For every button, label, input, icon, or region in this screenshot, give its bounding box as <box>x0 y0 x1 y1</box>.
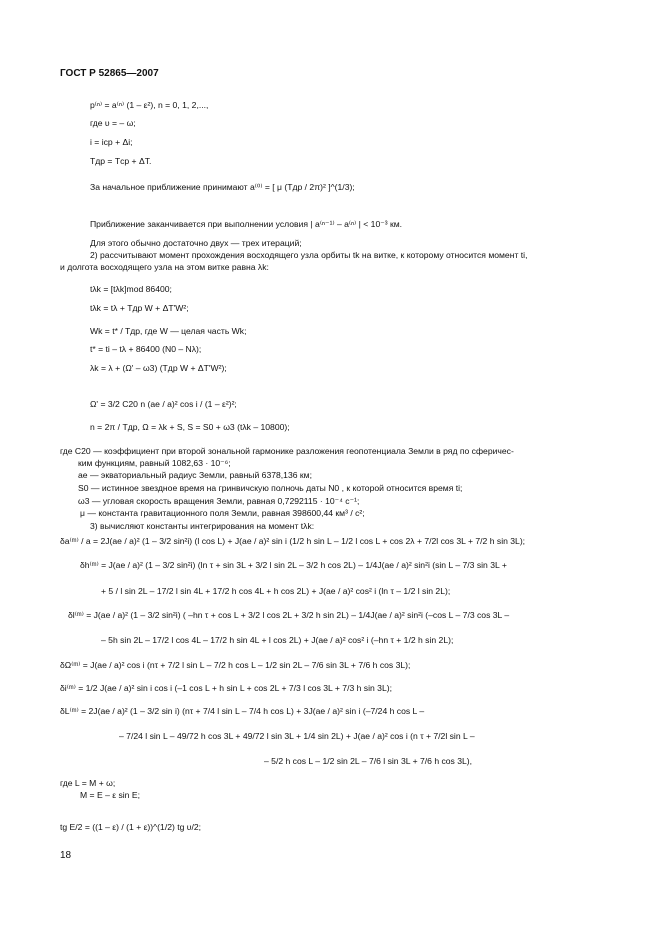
formula-line: p⁽ⁿ⁾ = a⁽ⁿ⁾ (1 – ε²), n = 0, 1, 2,..., <box>90 100 209 110</box>
formula-line: λk = λ + (Ω' – ω3) (Tдр W + ΔT'W²); <box>90 363 227 373</box>
formula-line: – 7/24 l sin L – 49/72 h cos 3L + 49/72 l sin 3L + 1/4 sin 2L) + J(ae / a)² cos i (n τ + 7/2l sin L – <box>119 731 475 741</box>
formula-line: Приближение заканчивается при выполнении условия | a⁽ⁿ⁻¹⁾ – a⁽ⁿ⁾ | < 10⁻³ км. <box>90 219 403 229</box>
formula-line: n = 2π / Tдр, Ω = λk + S, S = S0 + ω3 (tλk – 10800); <box>90 422 290 432</box>
formula-line: Wk = t* / Tдр, где W — целая часть Wk; <box>90 326 247 336</box>
text-line: Для этого обычно достаточно двух — трех итераций; <box>90 238 302 248</box>
formula-line: – 5/2 h cos L – 1/2 sin 2L – 7/6 l sin 3L + 7/6 h cos 3L), <box>264 756 473 766</box>
formula-line: tg E/2 = ((1 – ε) / (1 + ε))^(1/2) tg υ/2; <box>60 822 202 832</box>
formula-line: где L = M + ω; <box>60 778 116 788</box>
formula-line: δi⁽ᵐ⁾ = 1/2 J(ae / a)² sin i cos i (–1 cos L + h sin L + cos 2L + 7/3 l cos 3L + 7/3 h sin 3L); <box>60 683 392 693</box>
text-line: S0 — истинное звездное время на гринвичскую полночь даты N0 , к которой относится время ti; <box>78 483 463 493</box>
text-line: μ — константа гравитационного поля Земли, равная 398600,44 км³ / с²; <box>80 508 365 518</box>
formula-line: Tдр = Tср + ΔT. <box>90 156 152 166</box>
formula-line: + 5 / l sin 2L – 17/2 l sin 4L + 17/2 h cos 4L + h cos 2L) + J(ae / a)² cos² i (ln τ – 1/2 l sin 2L); <box>101 586 451 596</box>
formula-line: δl⁽ᵐ⁾ = J(ae / a)² (1 – 3/2 sin²i) ( –hn τ + cos L + 3/2 l cos 2L + 3/2 h sin 2L) – 1/4J(ae / a)² sin²i (–cos L – 7/3 cos 3L – <box>68 610 510 620</box>
formula-line: i = iср + Δi; <box>90 137 133 147</box>
formula-line: tλk = [tλk]mod 86400; <box>90 284 172 294</box>
text-line: 3) вычисляют константы интегрирования на момент tλk: <box>90 521 315 531</box>
formula-line: δa⁽ᵐ⁾ / a = 2J(ae / a)² (1 – 3/2 sin²i) (l cos L) + J(ae / a)² sin i (1/2 h sin L – 1/2 l cos L + cos 2λ + 7/2l cos 3L + 7/2 h sin 3L); <box>60 536 526 546</box>
formula-line: – 5h sin 2L – 17/2 l cos 4L – 17/2 h sin 4L + l cos 2L) + J(ae / a)² cos² i (–hn τ + 1/2 h sin 2L); <box>101 635 454 645</box>
text-line: ким функциям, равный 1082,63 · 10⁻⁶; <box>78 458 231 468</box>
text-line: ω3 — угловая скорость вращения Земли, равная 0,7292115 · 10⁻⁴ c⁻¹; <box>78 496 360 506</box>
text-line: 2) рассчитывают момент прохождения восходящего узла орбиты tk на витке, к которому относится момент ti, <box>90 250 528 260</box>
formula-line: M = E – ε sin E; <box>80 790 140 800</box>
formula-line: δL⁽ᵐ⁾ = 2J(ae / a)² (1 – 3/2 sin i) (nτ + 7/4 l sin L – 7/4 h cos L) + 3J(ae / a)² sin i (–7/24 h cos L – <box>60 706 425 716</box>
document-header: ГОСТ Р 52865—2007 <box>60 68 159 79</box>
formula-line: t* = ti – tλ + 86400 (N0 – Nλ); <box>90 344 202 354</box>
formula-line: где υ = – ω; <box>90 118 136 128</box>
page-number: 18 <box>60 850 72 861</box>
formula-line: δΩ⁽ᵐ⁾ = J(ae / a)² cos i (nτ + 7/2 l sin L – 7/2 h cos L – 1/2 sin 2L – 7/6 sin 3L + 7/6 h cos 3L); <box>60 660 411 670</box>
text-line: где C20 — коэффициент при второй зональной гармонике разложения геопотенциала Земли в ряд по сферичес- <box>60 446 514 456</box>
formula-line: Ω' = 3/2 C20 n (ae / a)² cos i / (1 – ε²)²; <box>90 399 237 409</box>
formula-line: tλk = tλ + Tдр W + ΔT'W²; <box>90 303 189 313</box>
formula-line: За начальное приближение принимают a⁽⁰⁾ = [ μ (Tдр / 2π)² ]^(1/3); <box>90 182 355 192</box>
formula-line: δh⁽ᵐ⁾ = J(ae / a)² (1 – 3/2 sin²i) (ln τ + sin 3L + 3/2 l sin 2L – 3/2 h cos 2L) – 1/4J(ae / a)² sin²i (sin L – 7/3 sin 3L + <box>80 560 507 570</box>
text-line: и долгота восходящего узла на этом витке равна λk: <box>60 262 269 272</box>
text-line: ae — экваториальный радиус Земли, равный 6378,136 км; <box>78 470 312 480</box>
